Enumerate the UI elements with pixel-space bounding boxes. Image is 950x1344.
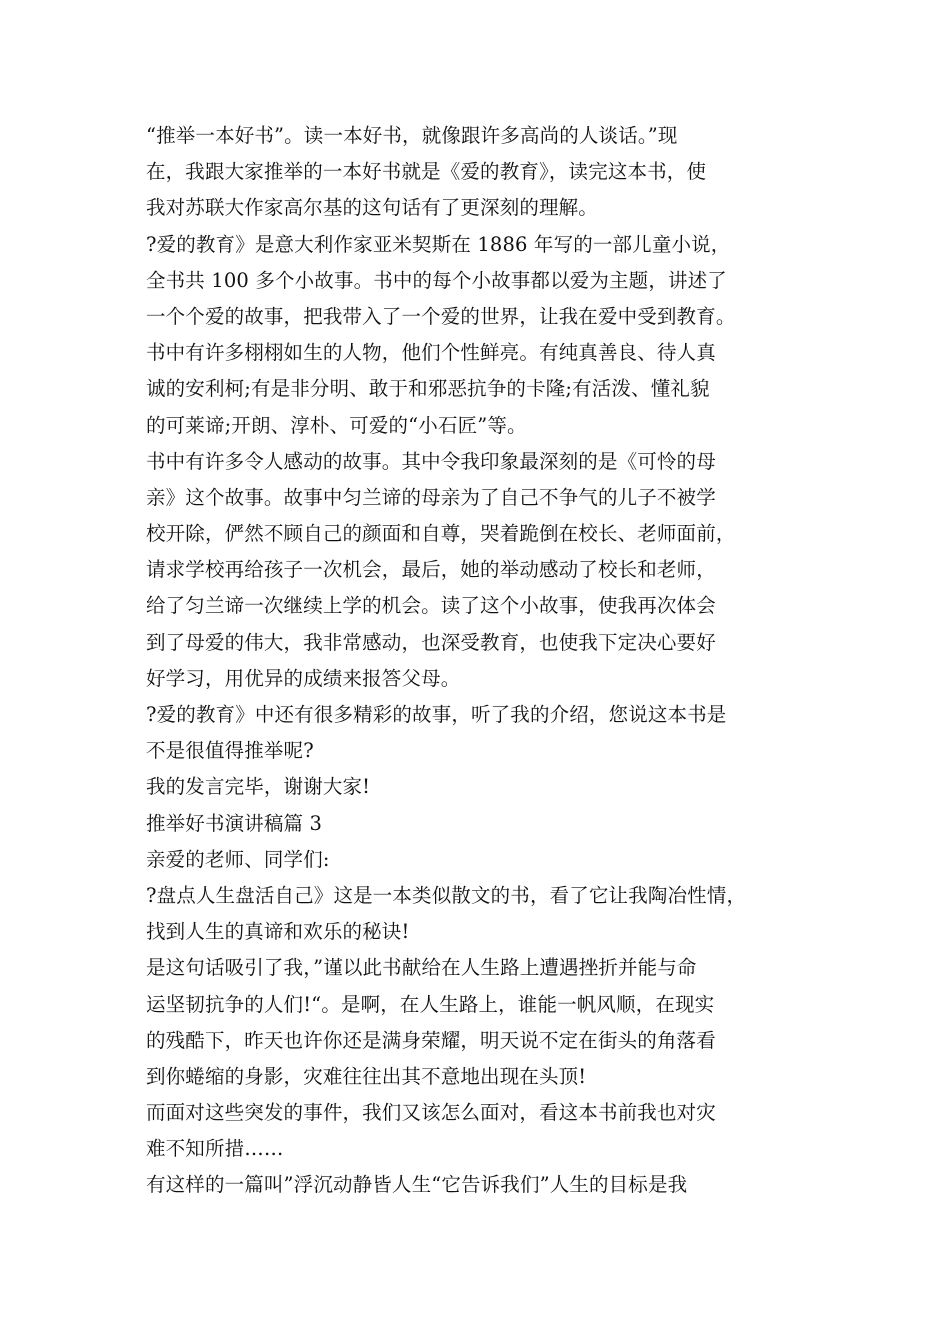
text-line: 到你蜷缩的身影，灾难往往出其不意地出现在头顶! <box>146 1064 587 1088</box>
text-line: 诚的安利柯;有是非分明、敢于和邪恶抗争的卡隆;有活泼、懂礼貌 <box>146 377 710 401</box>
text-line: 好学习，用优异的成绩来报答父母。 <box>146 666 461 690</box>
text-line: 难不知所措…… <box>146 1137 284 1161</box>
text-line: 有这样的一篇叫”浮沉动静皆人生“它告诉我们”人生的目标是我 <box>146 1173 688 1197</box>
text-line: 不是很值得推举呢? <box>146 739 314 763</box>
text-line: 找到人生的真谛和欢乐的秘诀! <box>146 920 410 944</box>
text-line: 校开除，俨然不顾自己的颜面和自尊，哭着跪倒在校长、老师面前， <box>146 522 736 546</box>
text-line: 书中有许多栩栩如生的人物，他们个性鲜亮。有纯真善良、待人真 <box>146 341 716 365</box>
text-line: 我对苏联大作家高尔基的这句话有了更深刻的理解。 <box>146 196 598 220</box>
section-heading: 推举好书演讲稿篇 3 <box>146 811 323 835</box>
document-text <box>146 118 816 1204</box>
text-line: 全书共 100 多个小故事。书中的每个小故事都以爱为主题，讲述了 <box>146 268 727 292</box>
text-line: “推举一本好书”。读一本好书，就像跟许多高尚的人谈话。”现 <box>146 124 678 147</box>
salutation: 亲爱的老师、同学们: <box>146 847 330 871</box>
text-line: 是这句话吸引了我，”谨以此书献给在人生路上遭遇挫折并能与命 <box>146 956 697 980</box>
text-line: 运坚韧抗争的人们!“。是啊，在人生路上，谁能一帆风顺，在现实 <box>146 992 715 1016</box>
text-line: ?爱的教育》是意大利作家亚米契斯在 1886 年写的一部儿童小说， <box>146 232 731 256</box>
text-line: 请求学校再给孩子一次机会，最后，她的举动感动了校长和老师， <box>146 558 716 582</box>
text-line: 到了母爱的伟大，我非常感动，也深受教育，也使我下定决心要好 <box>146 630 716 654</box>
text-line: 的残酷下，昨天也许你还是满身荣耀，明天说不定在街头的角落看 <box>146 1028 716 1052</box>
text-line: 一个个爱的故事，把我带入了一个爱的世界，让我在爱中受到教育。 <box>146 304 736 328</box>
text-line: 我的发言完毕，谢谢大家! <box>146 775 371 799</box>
text-line: 亲》这个故事。故事中匀兰谛的母亲为了自己不争气的儿子不被学 <box>146 485 716 509</box>
text-line: ?盘点人生盘活自己》这是一本类似散文的书，看了它让我陶冶性情， <box>146 883 747 907</box>
text-line: 的可莱谛;开朗、淳朴、可爱的“小石匠”等。 <box>146 413 527 437</box>
text-line: 而面对这些突发的事件，我们又该怎么面对，看这本书前我也对灾 <box>146 1101 716 1125</box>
text-line: ?爱的教育》中还有很多精彩的故事，听了我的介绍，您说这本书是 <box>146 703 727 726</box>
text-line: 给了匀兰谛一次继续上学的机会。读了这个小故事，使我再次体会 <box>146 594 716 618</box>
text-line: 在，我跟大家推举的一本好书就是《爱的教育》，读完这本书，使 <box>146 160 707 184</box>
text-line: 书中有许多令人感动的故事。其中令我印象最深刻的是《可怜的母 <box>146 449 716 473</box>
